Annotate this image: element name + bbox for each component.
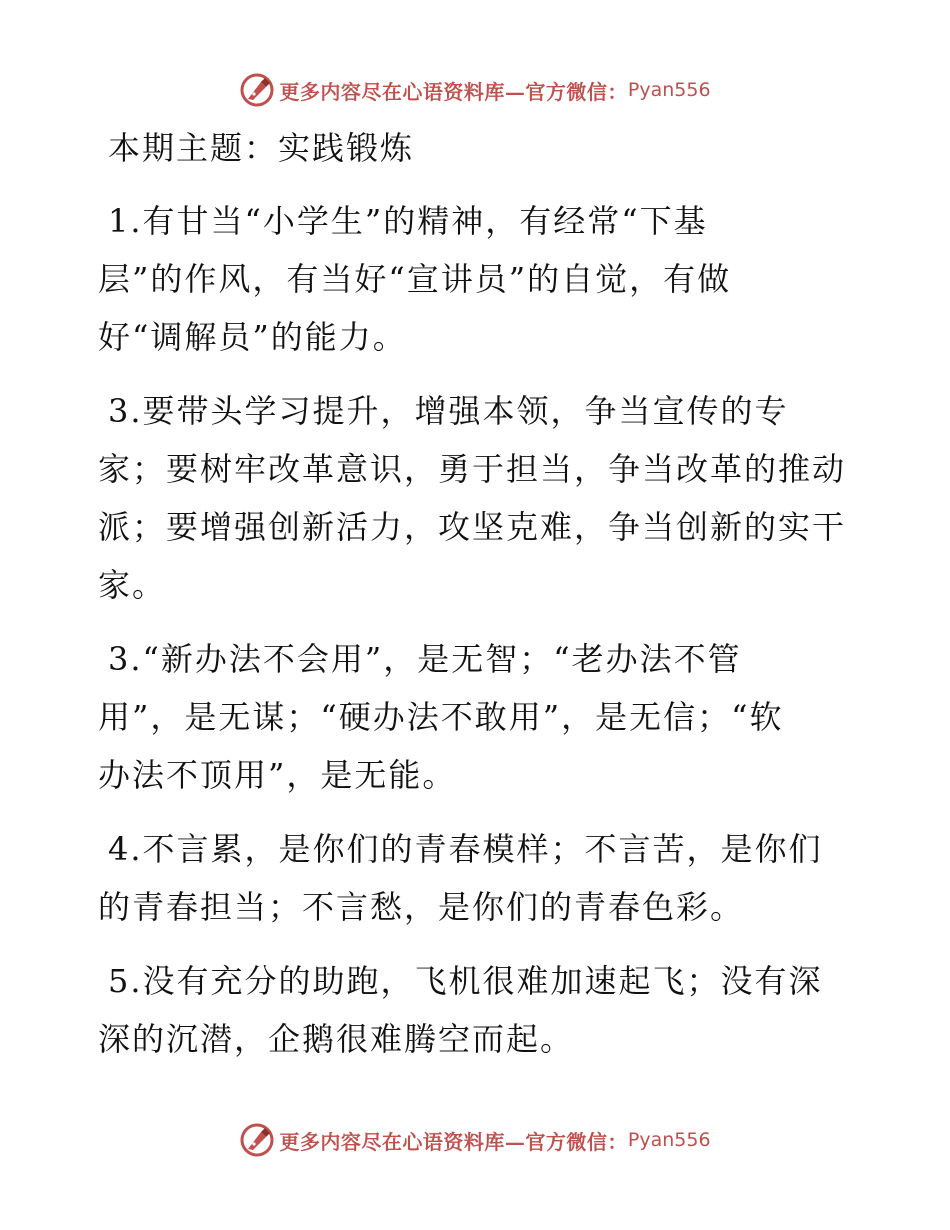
paragraph-line: 家。 bbox=[98, 566, 167, 604]
paragraph-line: 好“调解员”的能力。 bbox=[98, 318, 407, 356]
pen-nib-logo-icon bbox=[239, 72, 275, 108]
watermark-account: Pyan556 bbox=[627, 1129, 711, 1151]
watermark-text: 更多内容尽在心语资料库—官方微信： bbox=[279, 79, 628, 104]
paragraph-line: 派；要增强创新活力，攻坚克难，争当创新的实干 bbox=[98, 508, 847, 546]
pen-nib-logo-icon bbox=[239, 1122, 275, 1158]
paragraph-line: 3.要带头学习提升，增强本领，争当宣传的专 bbox=[108, 392, 789, 430]
watermark-account: Pyan556 bbox=[627, 79, 711, 101]
paragraph-line: 3.“新办法不会用”，是无智；“老办法不管 bbox=[108, 640, 742, 678]
paragraph-3 bbox=[98, 630, 858, 804]
footer-watermark-banner bbox=[0, 1118, 950, 1162]
header-watermark-banner bbox=[0, 68, 950, 112]
paragraph-line: 1.有甘当“小学生”的精神，有经常“下基 bbox=[108, 202, 708, 240]
paragraph-line: 家；要树牢改革意识，勇于担当，争当改革的推动 bbox=[98, 450, 847, 488]
document-body bbox=[98, 126, 858, 1084]
paragraph-line: 5.没有充分的助跑，飞机很难加速起飞；没有深 bbox=[108, 962, 823, 1000]
paragraph-line: 的青春担当；不言愁，是你们的青春色彩。 bbox=[98, 888, 745, 926]
paragraph-line: 4.不言累，是你们的青春模样；不言苦，是你们 bbox=[108, 830, 823, 868]
paragraph-2 bbox=[98, 382, 858, 614]
paragraph-line: 办法不顶用”，是无能。 bbox=[98, 756, 457, 794]
paragraph-line: 层”的作风，有当好“宣讲员”的自觉，有做 bbox=[98, 260, 732, 298]
paragraph-line: 用”，是无谋；“硬办法不敢用”，是无信；“软 bbox=[98, 698, 784, 736]
paragraph-1 bbox=[98, 192, 858, 366]
topic-heading: 本期主题：实践锻炼 bbox=[108, 129, 415, 167]
watermark-text: 更多内容尽在心语资料库—官方微信： bbox=[279, 1129, 628, 1154]
paragraph-4 bbox=[98, 820, 858, 936]
paragraph-line: 深的沉潜，企鹅很难腾空而起。 bbox=[98, 1020, 575, 1058]
paragraph-5 bbox=[98, 952, 858, 1068]
